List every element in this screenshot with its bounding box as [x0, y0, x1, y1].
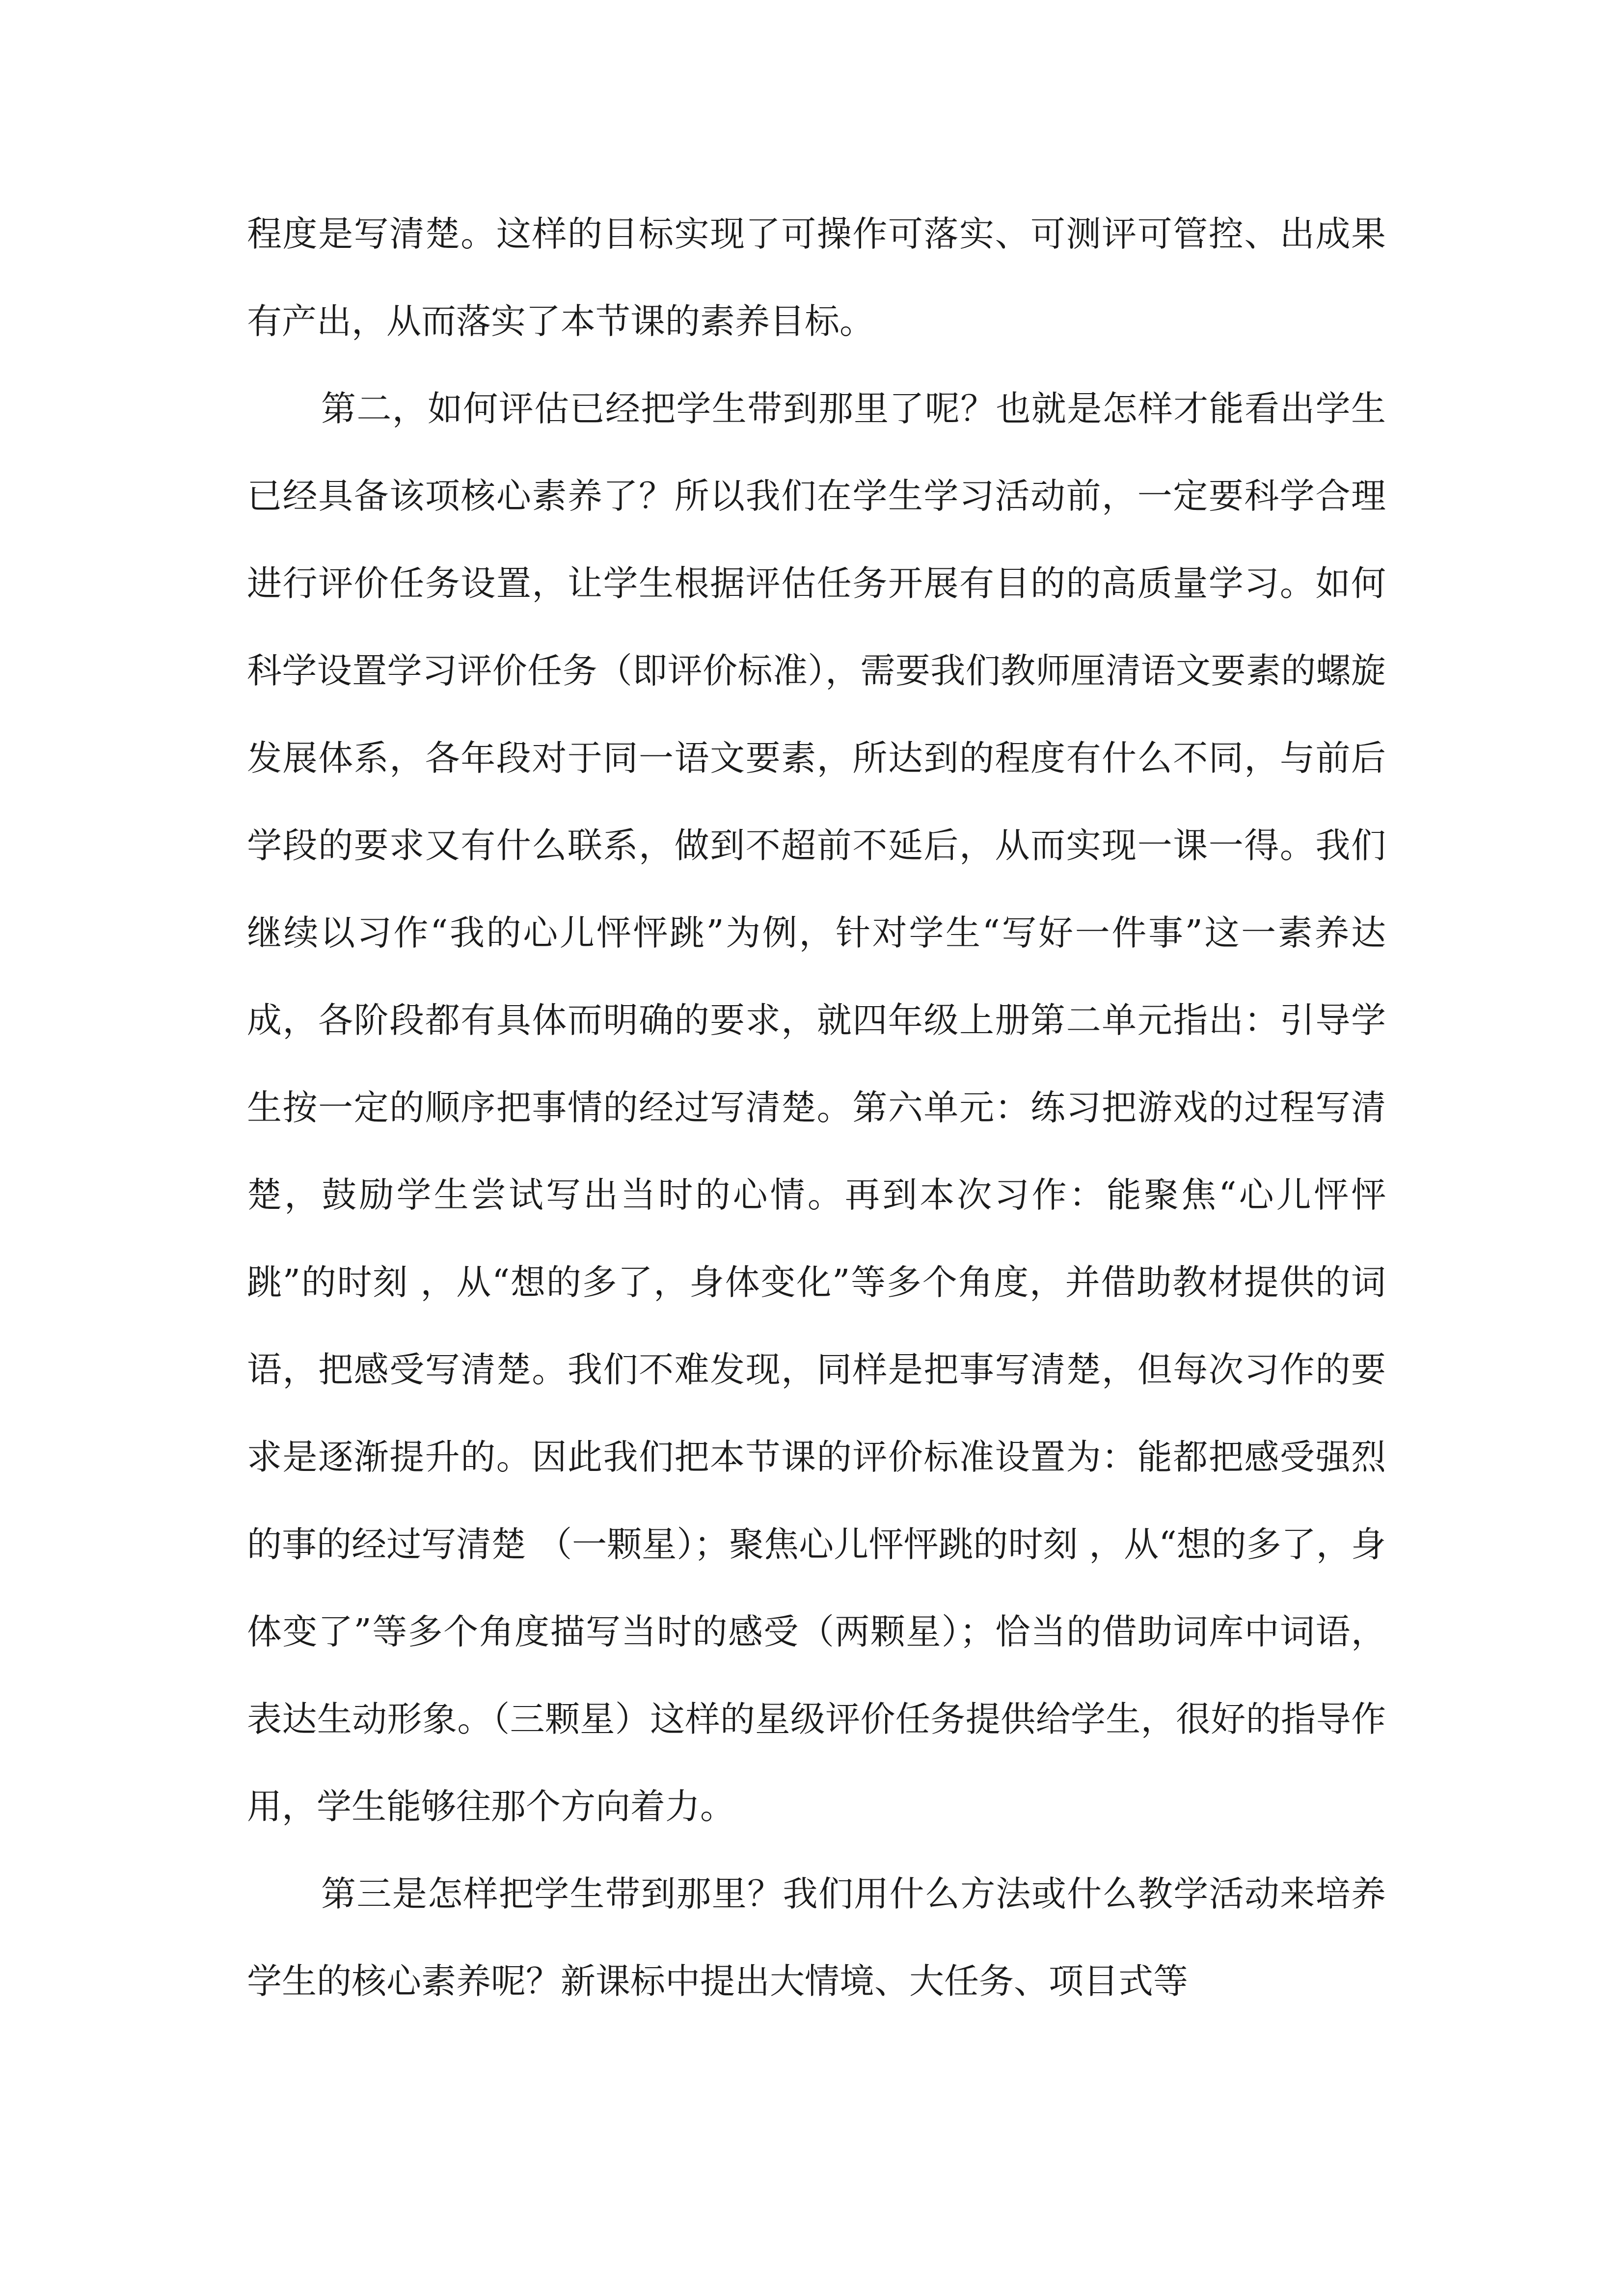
paragraph-third-point: 第三是怎样把学生带到那里？我们用什么方法或什么教学活动来培养学生的核心素养呢？新课标中提出大情境、大任务、项目式等 — [247, 1873, 1386, 2002]
paragraph-second-point: 第二，如何评估已经把学生带到那里了呢？也就是怎样才能看出学生已经具备该项核心素养了？所以我们在学生学习活动前，一定要科学合理进行评价任务设置，让学生根据评估任务开展有目的的高质量学习。如何科学设置学习评价任务（即评价标准），需要我们教师厘清语文要素的螺旋发展体系，各年段对于同一语文要素，所达到的程度有什么不同，与前后学段的要求又有什么联系，做到不超前不延后，从而实现一课一得。我们继续以习作“我的心儿怦怦跳”为例，针对学生“写好一件事”这一素养达成，各阶段都有具体而明确的要求，就四年级上册第二单元指出：引导学生按一定的顺序把事情的经过写清楚。第六单元：练习把游戏的过程写清楚，鼓励学生尝试写出当时的心情。再到本次习作：能聚焦“心儿怦怦跳”的时刻 ，从“想的多了，身体变化”等多个角度，并借助教材提供的词语，把感受写清楚。我们不难发现，同样是把事写清楚，但每次习作的要求是逐渐提升的。因此我们把本节课的评价标准设置为：能都把感受强烈的事的经过写清楚 （一颗星）；聚焦心儿怦怦跳的时刻 ，从“想的多了，身体变了”等多个角度描写当时的感受（两颗星）；恰当的借助词库中词语，表达生动形象。（三颗星）这样的星级评价任务提供给学生，很好的指导作用，学生能够往那个方向着力。 — [247, 388, 1386, 1827]
paragraph-continuation: 程度是写清楚。这样的目标实现了可操作可落实、可测评可管控、出成果有产出，从而落实了本节课的素养目标。 — [247, 214, 1386, 342]
body-text — [247, 190, 1386, 2025]
